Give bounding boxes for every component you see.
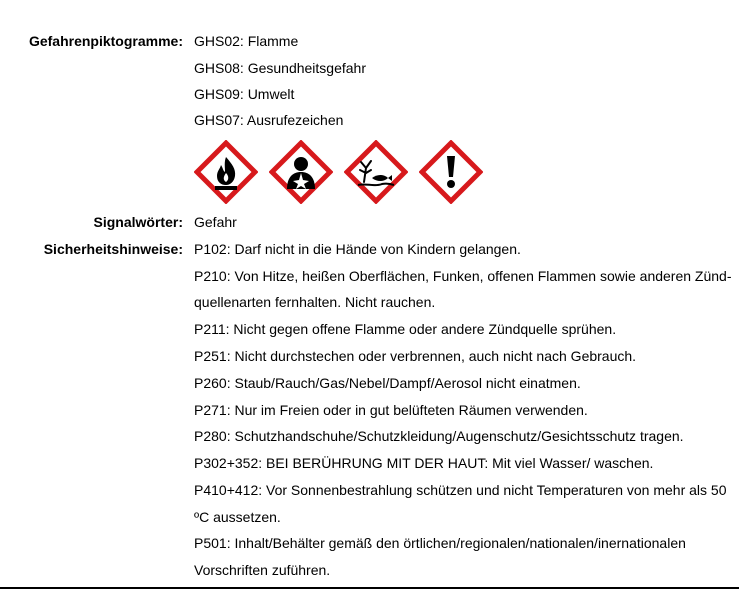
pictograms-label: Gefahrenpiktogramme: bbox=[28, 33, 183, 49]
safety-line: quellenarten fernhalten. Nicht rauchen. bbox=[194, 294, 436, 310]
safety-line: P271: Nur im Freien oder in gut belüfteten Räumen verwenden. bbox=[194, 402, 588, 418]
flame-icon bbox=[194, 140, 258, 204]
safety-line: P260: Staub/Rauch/Gas/Nebel/Dampf/Aerosol nicht einatmen. bbox=[194, 375, 581, 391]
safety-line: P211: Nicht gegen offene Flamme oder andere Zündquelle sprühen. bbox=[194, 321, 617, 337]
environment-icon bbox=[344, 140, 408, 204]
pictogram-ghs02: GHS02: Flamme bbox=[194, 33, 299, 49]
safety-line: P410+412: Vor Sonnenbestrahlung schützen und nicht Temperaturen von mehr als 50 bbox=[194, 482, 727, 498]
signal-word-label: Signalwörter: bbox=[93, 214, 183, 230]
safety-line: ºC aussetzen. bbox=[194, 509, 281, 525]
safety-line: P102: Darf nicht in die Hände von Kindern gelangen. bbox=[194, 241, 521, 257]
exclamation-mark-icon bbox=[419, 140, 483, 204]
safety-line: P280: Schutzhandschuhe/Schutzkleidung/Augenschutz/Gesichtsschutz tragen. bbox=[194, 428, 684, 444]
signal-word-value: Gefahr bbox=[194, 214, 237, 230]
safety-label: Sicherheitshinweise: bbox=[43, 241, 183, 257]
pictogram-ghs08: GHS08: Gesundheitsgefahr bbox=[194, 60, 366, 76]
health-hazard-icon bbox=[269, 140, 333, 204]
safety-line: Vorschriften zuführen. bbox=[194, 562, 331, 578]
pictogram-ghs09: GHS09: Umwelt bbox=[194, 86, 295, 102]
safety-line: P302+352: BEI BERÜHRUNG MIT DER HAUT: Mit viel Wasser/ waschen. bbox=[194, 455, 654, 471]
safety-line: P210: Von Hitze, heißen Oberflächen, Funken, offenen Flammen sowie anderen Zünd- bbox=[194, 268, 732, 284]
safety-line: P251: Nicht durchstechen oder verbrennen, auch nicht nach Gebrauch. bbox=[194, 348, 637, 364]
pictogram-ghs07: GHS07: Ausrufezeichen bbox=[194, 112, 344, 128]
safety-line: P501: Inhalt/Behälter gemäß den örtlichen/regionalen/nationalen/inernationalen bbox=[194, 535, 686, 551]
